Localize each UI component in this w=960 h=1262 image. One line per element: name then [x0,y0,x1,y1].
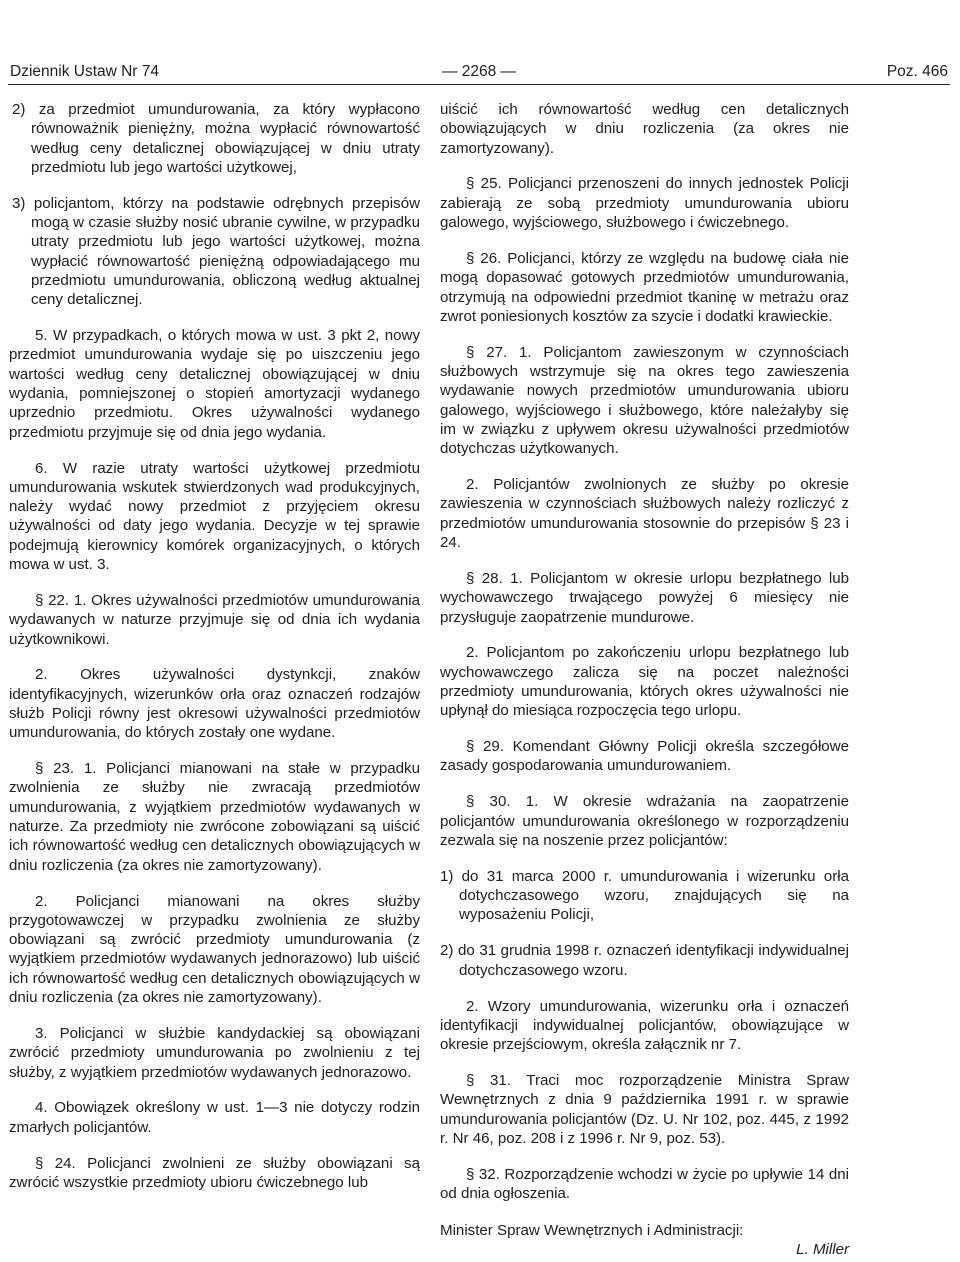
signature-block [440,1221,849,1260]
section-22-paragraph: § 22. 1. Okres używalności przedmiotów umundurowania wydawanych w naturze przyjmuje się od dnia ich wydania użytkownikowi. [9,591,420,648]
section-23-ust-3-paragraph: 3. Policjanci w służbie kandydackiej są obowiązani zwrócić przedmioty umundurowania po zwolnieniu z tej służby, z wyjątkiem przedmiotów wydawanych jednorazowo. [9,1024,420,1081]
ust-6-paragraph: 6. W razie utraty wartości użytkowej przedmiotu umundurowania wskutek stwierdzonych wad produkcyjnych, należy wydać nowy przedmiot z przyjęciem okresu używalności od daty jego wydania. Decyzje w tej sprawie podejmują kierownicy komórek organizacyjnych, o których mowa w ust. 3. [9,459,420,574]
section-29-paragraph: § 29. Komendant Główny Policji określa szczegółowe zasady gospodarowania umundurowaniem. [440,738,849,775]
section-32-paragraph: § 32. Rozporządzenie wchodzi w życie po upływie 14 dni od dnia ogłoszenia. [440,1165,849,1203]
point-3-paragraph: 3) policjantom, którzy na podstawie odrębnych przepisów mogą w czasie służby nosić ubranie cywilne, w przypadku utraty przedmiotu lub jego wartości użytkowej, można wypłacić równowartość pieniężną odpowiadającego mu przedmiotu umundurowania, obliczoną według aktualnej ceny detalicznej. [12,194,420,309]
left-column [9,100,420,1193]
page-header [10,62,948,84]
section-28-ust-2-paragraph: 2. Policjantom po zakończeniu urlopu bezpłatnego lub wychowawczego zalicza się na poczet należności przedmioty umundurowania, których okres używalności nie upłynął do miesiąca rozpoczęcia tego urlopu. [440,644,849,720]
page-number: — 2268 — [441,63,517,80]
section-23-ust-2-paragraph: 2. Policjanci mianowani na okres służby przygotowawczej w przypadku zwolnienia ze służby obowiązani są zwrócić przedmioty umundurowania (z wyjątkiem przedmiotów wydawanych jednorazowo) lub uiścić ich równowartość według cen detalicznych obowiązujących w dniu rozliczenia (za okres nie zamortyzowany). [9,892,420,1007]
section-28-paragraph: § 28. 1. Policjantom w okresie urlopu bezpłatnego lub wychowawczego trwającego powyżej 6 miesięcy nie przysługuje zaopatrzenie mundurowe. [440,569,849,626]
section-24-continuation: uiścić ich równowartość według cen detalicznych obowiązujących w dniu rozliczenia (za okres nie zamortyzowany). [440,101,849,157]
section-22-ust-2-paragraph: 2. Okres używalności dystynkcji, znaków identyfikacyjnych, wizerunków orła oraz oznaczeń rodzajów służb Policji równy jest okresowi używalności przedmiotów umundurowania, do których zostały one wydane. [9,666,420,742]
section-26-paragraph: § 26. Policjanci, którzy ze względu na budowę ciała nie mogą dopasować gotowych przedmiotów umundurowania, otrzymują na odpowiedni przedmiot tkaninę w metrażu oraz zwrot poniesionych kosztów za szycie i dodatki krawieckie. [440,249,849,325]
section-30-paragraph: § 30. 1. W okresie wdrażania na zaopatrzenie policjantów umundurowania określonego w rozporządzeniu zezwala się na noszenie przez policjantów: [440,793,849,849]
ust-5-paragraph: 5. W przypadkach, o których mowa w ust. 3 pkt 2, nowy przedmiot umundurowania wydaje się po uiszczeniu jego wartości według ceny detalicznej obowiązującej w dniu wydania, pomniejszonej o stopień amortyzacji wydanego uprzednio przedmiotu. Okres używalności wydanego przedmiotu przyjmuje się od dnia jego wydania. [9,327,420,441]
section-30-point-2: 2) do 31 grudnia 1998 r. oznaczeń identyfikacji indywidualnej dotychczasowego wzoru. [440,942,849,979]
section-30-ust-2-paragraph: 2. Wzory umundurowania, wizerunku orła i oznaczeń identyfikacji indywidualnej policjantów, obowiązujące w okresie przejściowym, określa załącznik nr 7. [440,997,849,1054]
section-31-paragraph: § 31. Traci moc rozporządzenie Ministra Spraw Wewnętrznych z dnia 9 października 1991 r. w sprawie umundurowania policjantów (Dz. U. Nr 102, poz. 445, z 1992 r. Nr 46, poz. 208 i z 1996 r. Nr 9, poz. 53). [440,1072,849,1147]
section-24-paragraph: § 24. Policjanci zwolnieni ze służby obowiązani są zwrócić wszystkie przedmioty ubioru ćwiczebnego lub [9,1154,420,1191]
section-27-ust-2-paragraph: 2. Policjantów zwolnionych ze służby po okresie zawieszenia w czynnościach służbowych należy rozliczyć z przedmiotów umundurowania stosownie do przepisów § 23 i 24. [440,476,849,552]
section-27-paragraph: § 27. 1. Policjantom zawieszonym w czynnościach służbowych wstrzymuje się na okres tego zawieszenia wydawanie nowych przedmiotów umundurowania ubioru galowego, wyjściowego i służbowego, które należałyby się im w związku z upływem okresu używalności przedmiotów dotychczas użytkowanych. [440,343,849,458]
signature-title: Minister Spraw Wewnętrznych i Administracji: [440,1222,744,1239]
journal-title: Dziennik Ustaw Nr 74 [10,63,160,80]
section-23-ust-4-paragraph: 4. Obowiązek określony w ust. 1—3 nie dotyczy rodzin zmarłych policjantów. [9,1099,420,1136]
right-column [440,100,849,1220]
point-2-paragraph: 2) za przedmiot umundurowania, za który wypłacono równoważnik pieniężny, można wypłacić równowartość według ceny detalicznej obowiązującej w dniu utraty przedmiotu lub jego wartości użytkowej, [12,101,420,176]
section-30-point-1: 1) do 31 marca 2000 r. umundurowania i wizerunku orła dotychczasowego wzoru, znajdujących się na wyposażeniu Policji, [440,867,849,924]
section-25-paragraph: § 25. Policjanci przenoszeni do innych jednostek Policji zabierają ze sobą przedmioty umundurowania ubioru galowego, wyjściowego, służbowego i ćwiczebnego. [440,175,849,232]
signature-name: L. Miller [796,1241,849,1259]
position-number: Poz. 466 [886,63,948,80]
section-23-paragraph: § 23. 1. Policjanci mianowani na stałe w przypadku zwolnienia ze służby nie zwracają przedmiotów umundurowania, z wyjątkiem przedmiotów wydawanych w naturze. Za przedmioty nie zwrócone zobowiązani są uiścić ich równowartość według cen detalicznych obowiązujących w dniu rozliczenia (za okres nie zamortyzowany). [9,760,420,874]
header-rule [8,84,950,85]
